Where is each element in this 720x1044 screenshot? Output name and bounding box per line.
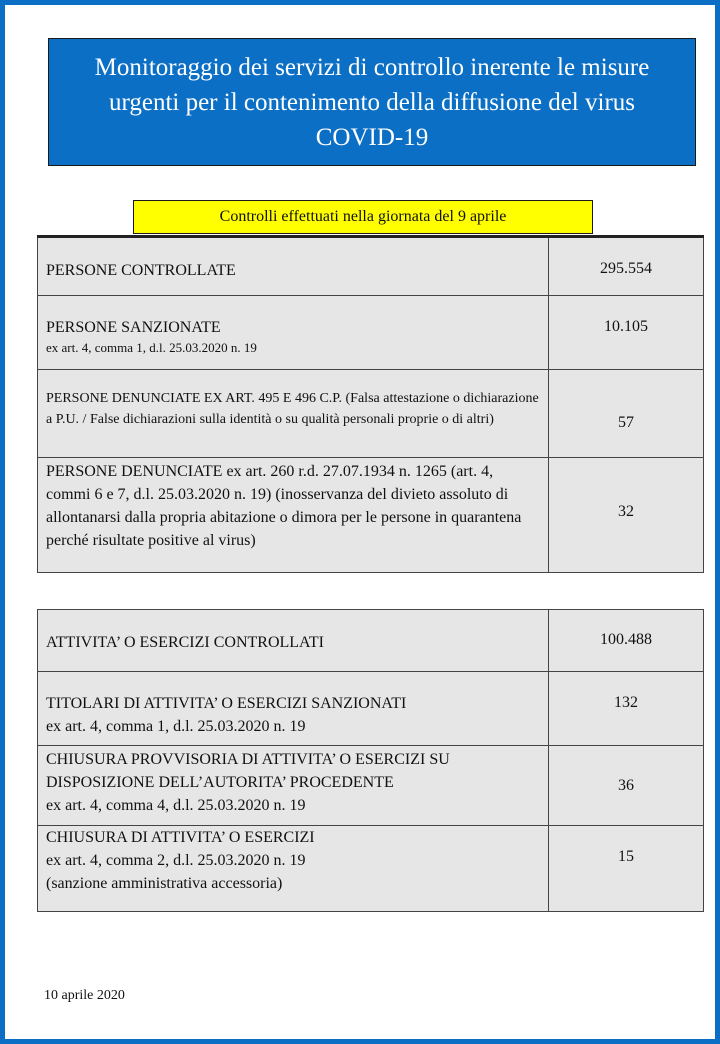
chiusura-attivita-label: CHIUSURA DI ATTIVITA’ O ESERCIZI: [46, 829, 315, 846]
row-value-cell: [549, 826, 704, 912]
date-banner: [133, 200, 593, 234]
titolari-sanzionati-label: TITOLARI DI ATTIVITA’ O ESERCIZI SANZIONATI: [46, 695, 407, 712]
chiusura-attivita-detail: ex art. 4, comma 2, d.l. 25.03.2020 n. 19: [46, 852, 306, 869]
title-banner: [48, 38, 696, 166]
chiusura-attivita-detail-2: (sanzione amministrativa accessoria): [46, 875, 283, 892]
row-value-cell: [549, 610, 704, 672]
persone-controllate-value: 295.554: [600, 260, 652, 277]
row-value-cell: [549, 458, 704, 573]
row-label-cell: [38, 610, 549, 672]
row-label-cell: [38, 826, 549, 912]
chiusura-provvisoria-label: CHIUSURA PROVVISORIA DI ATTIVITA’ O ESERCIZI SU DISPOSIZIONE DELL’AUTORITA’ PROCEDENTE: [46, 751, 450, 791]
persone-denunciate-495-value: 57: [618, 413, 634, 431]
persone-sanzionate-detail: ex art. 4, comma 1, d.l. 25.03.2020 n. 19: [46, 340, 257, 355]
page-title: Monitoraggio dei servizi di controllo inerente le misure urgenti per il contenimento della diffusione del virus COVID-19: [94, 53, 650, 151]
attivita-controllate-label: ATTIVITA’ O ESERCIZI CONTROLLATI: [46, 634, 324, 651]
persone-denunciate-495-label: PERSONE DENUNCIATE EX ART. 495 E 496 C.P. (Falsa attestazione o dichiarazione a P.U. / False dichiarazioni sulla identità o su qualità personali proprie o di altri): [46, 391, 539, 427]
table-row: [38, 610, 704, 672]
row-value-cell: [549, 296, 704, 370]
row-label-cell: [38, 237, 549, 296]
table-row: [38, 826, 704, 912]
attivita-table: [37, 609, 704, 912]
row-value-cell: [549, 370, 704, 458]
persone-denunciate-260-label: PERSONE DENUNCIATE ex art. 260 r.d. 27.07.1934 n. 1265 (art. 4, commi 6 e 7, d.l. 25.03.2020 n. 19) (inosservanza del divieto assoluto di allontanarsi dalla propria abitazione o dimora per le persone in quarantena perché risultate positive al virus): [46, 463, 522, 549]
row-label-cell: [38, 672, 549, 746]
row-value-cell: [549, 237, 704, 296]
table-row: [38, 458, 704, 573]
persone-sanzionate-value: 10.105: [604, 318, 648, 335]
row-label-cell: [38, 370, 549, 458]
date-banner-label: Controlli effettuati nella giornata del 9 aprile: [219, 208, 507, 225]
footer-date: 10 aprile 2020: [44, 988, 125, 1003]
persone-table: [37, 235, 704, 573]
chiusura-provvisoria-value: 36: [618, 776, 634, 794]
row-label-cell: [38, 458, 549, 573]
row-value-cell: [549, 672, 704, 746]
row-value-cell: [549, 746, 704, 826]
persone-denunciate-260-value: 32: [618, 503, 634, 520]
row-label-cell: [38, 746, 549, 826]
chiusura-provvisoria-detail: ex art. 4, comma 4, d.l. 25.03.2020 n. 19: [46, 797, 306, 814]
table-row: [38, 370, 704, 458]
table-row: [38, 746, 704, 826]
persone-controllate-label: PERSONE CONTROLLATE: [46, 262, 236, 279]
table-row: [38, 672, 704, 746]
titolari-sanzionati-detail: ex art. 4, comma 1, d.l. 25.03.2020 n. 19: [46, 718, 306, 735]
row-label-cell: [38, 296, 549, 370]
table-row: [38, 237, 704, 296]
table-row: [38, 296, 704, 370]
titolari-sanzionati-value: 132: [614, 694, 638, 711]
persone-sanzionate-label: PERSONE SANZIONATE: [46, 319, 221, 336]
attivita-controllate-value: 100.488: [600, 631, 652, 648]
chiusura-attivita-value: 15: [618, 848, 634, 865]
